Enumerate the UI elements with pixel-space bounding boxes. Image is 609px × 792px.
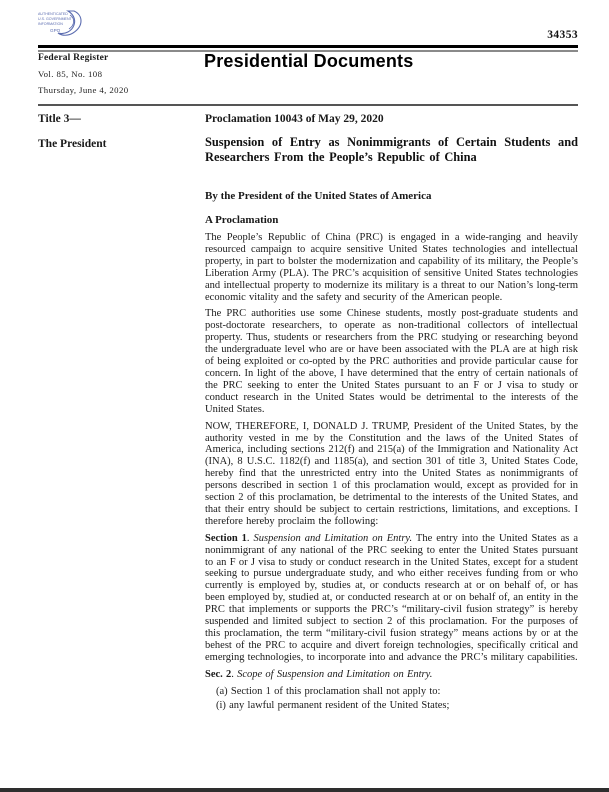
body-paragraph: The PRC authorities use some Chinese students, mostly post-graduate students and post-doctorate researchers, to operate as non-traditional collectors of intellectual property. Thus, students or researchers from the PRC studying or researching beyond the undergraduate level who are or have been associated with the PLA are at high risk of being exploited or co-opted by the PRC authorities and provide particular cause for concern. In light of the above, I have determined that the entry of certain nationals of the PRC seeking to enter the United States pursuant to an F or J visa to study or conduct research in the United States would be detrimental to the interests of the United States.: [205, 308, 578, 415]
logo-line-4: GPO: [50, 28, 61, 33]
gpo-seal-logo: [36, 9, 88, 45]
proclamation-number-line: Proclamation 10043 of May 29, 2020: [205, 113, 384, 125]
logo-line-3: INFORMATION: [38, 22, 63, 26]
logo-line-1: AUTHENTICATED: [38, 12, 68, 16]
federal-register-brand: Federal Register: [38, 53, 109, 63]
date-line: Thursday, June 4, 2020: [38, 85, 129, 95]
body-paragraph: Sec. 2. Scope of Suspension and Limitation on Entry.: [205, 668, 433, 680]
body-paragraph: (a) Section 1 of this proclamation shall not apply to:: [216, 685, 441, 697]
proclamation-body: [205, 232, 578, 711]
masthead-divider-rule: [38, 104, 578, 106]
document-column: [205, 113, 578, 713]
logo-line-2: U.S. GOVERNMENT: [38, 17, 72, 21]
proclamation-title: Suspension of Entry as Nonimmigrants of Certain Students and Researchers From the People’s Republic of China: [205, 135, 578, 164]
a-proclamation-heading: A Proclamation: [205, 214, 279, 226]
the-president-label: The President: [38, 138, 107, 150]
body-paragraph: NOW, THEREFORE, I, DONALD J. TRUMP, President of the United States, by the authority vested in me by the Constitution and the laws of the United States of America, including sections 212(f) and 215(a) of the Immigration and Nationality Act (INA), 8 U.S.C. 1182(f) and 1185(a), and section 301 of title 3, United States Code, hereby find that the unrestricted entry into the United States as nonimmigrants of persons described in section 1 of this proclamation would, except as provided for in section 2 of this proclamation, be detrimental to the interests of the United States, and that their entry should be subject to certain restrictions, limitations, and exceptions. I therefore hereby proclaim the following:: [205, 420, 578, 527]
volume-line: Vol. 85, No. 108: [38, 69, 103, 79]
page-number: 34353: [547, 29, 578, 41]
page-bottom-edge: [0, 788, 609, 792]
header-rule-thick: [38, 45, 578, 48]
body-paragraph: (i) any lawful permanent resident of the United States;: [216, 699, 450, 711]
section-title: Presidential Documents: [204, 51, 414, 71]
body-paragraph: Section 1. Suspension and Limitation on Entry. The entry into the United States as a nonimmigrant of any national of the PRC seeking to enter the United States pursuant to an F or J visa to study or conduct research in the United States, except for a student seeking to pursue undergraduate study, and who either receives funding from or who currently is employed by, studies at, or conducts research at or on behalf of, or has been employed by, studied at, or conducted research at or on behalf of, an entity in the PRC that implements or supports the PRC’s “military-civil fusion strategy” is hereby suspended and limited subject to section 2 of this proclamation. For the purposes of this proclamation, the term “military-civil fusion strategy” means actions by or at the behest of the PRC to acquire and divert foreign technologies, specifically critical and emerging technologies, to incorporate into and advance the PRC’s military capabilities.: [205, 532, 578, 663]
body-paragraph: The People’s Republic of China (PRC) is engaged in a wide-ranging and heavily resourced campaign to acquire sensitive United States technologies and intellectual property, in part to bolster the modernization and capability of its military, the People’s Liberation Army (PLA). The PRC’s acquisition of sensitive United States technologies and intellectual property to modernize its military is a threat to our Nation’s long-term economic vitality and the safety and security of the American people.: [205, 232, 578, 303]
title3-label: Title 3—: [38, 113, 81, 125]
byline: By the President of the United States of America: [205, 190, 432, 202]
